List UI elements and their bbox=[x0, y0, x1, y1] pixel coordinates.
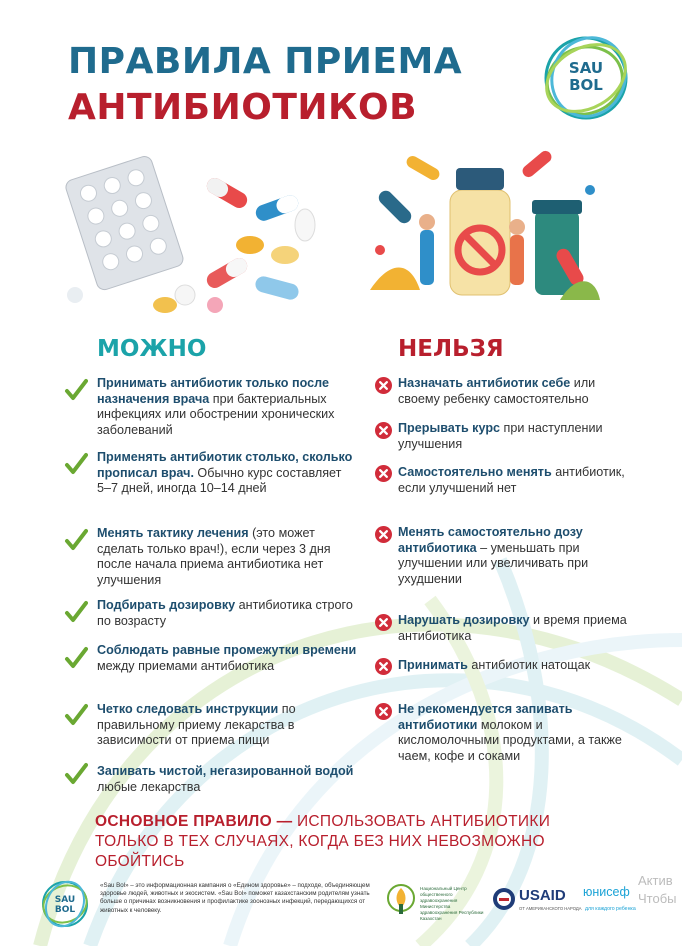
can-item bbox=[97, 450, 357, 497]
checkmark-icon bbox=[64, 762, 88, 786]
cannot-heading: НЕЛЬЗЯ bbox=[398, 336, 504, 362]
cannot-item-bold: Принимать bbox=[398, 658, 468, 672]
checkmark-icon bbox=[64, 646, 88, 670]
activation-watermark bbox=[638, 872, 682, 908]
checkmark-icon bbox=[64, 528, 88, 552]
can-item bbox=[97, 764, 357, 795]
cannot-item bbox=[398, 613, 638, 644]
cannot-item bbox=[398, 421, 638, 452]
can-item-bold: Соблюдать равные промежутки времени bbox=[97, 643, 357, 657]
can-item-bold: Четко следовать инструкции bbox=[97, 702, 279, 716]
footer-description: «Sau Bol» – это информационная кампания о «Едином здоровье» – подходе, объединяющем здоровье людей, животных и экосистем. «Sau Bol» поможет казахстанским родителям узнать больше о причинах возникновения и профилактике зоонозных инфекций, передающихся от животных к человеку. bbox=[100, 882, 370, 914]
cannot-item-bold: Менять самостоятельно дозу антибиотика bbox=[398, 525, 583, 555]
can-item-text: Обычно курс составляет 5–7 дней, иногда 10–14 дней bbox=[97, 465, 342, 495]
checkmark-icon bbox=[64, 452, 88, 476]
cannot-item-text: антибиотик, если улучшений нет bbox=[398, 465, 625, 495]
footer-sau-bol-logo bbox=[38, 877, 92, 931]
cannot-item-bold: Самостоятельно менять bbox=[398, 465, 552, 479]
prohibited-antibiotics-illustration bbox=[360, 150, 600, 310]
usaid-logo-text: USAID bbox=[519, 887, 566, 904]
can-item bbox=[97, 526, 357, 588]
health-center-emblem-icon bbox=[386, 882, 416, 918]
can-item-bold: Применять антибиотик столько, сколько прописал врач. bbox=[97, 450, 353, 480]
can-item-text: при бактериальных инфекциях или обострении хронических заболеваний bbox=[97, 391, 335, 437]
usaid-seal-icon bbox=[492, 887, 516, 911]
cannot-item-text: или своему ребенку самостоятельно bbox=[398, 376, 596, 406]
can-item-text: антибиотика строго по возрасту bbox=[97, 598, 353, 628]
can-item-text: (это может сделать только врач!), если через 3 дня после начала приема антибиотика нет улучшения bbox=[97, 526, 331, 587]
can-item bbox=[97, 376, 357, 438]
usaid-tagline: ОТ АМЕРИКАНСКОГО НАРОДА bbox=[519, 906, 582, 911]
footer-logo-text-2: BOL bbox=[54, 905, 76, 915]
cannot-item bbox=[398, 465, 638, 496]
can-item bbox=[97, 702, 357, 749]
can-item-text: по правильному приему лекарства в зависимости от приема пищи bbox=[97, 702, 296, 747]
cannot-item bbox=[398, 376, 638, 407]
cross-circle-icon bbox=[375, 703, 392, 720]
cannot-item-bold: Прерывать курс bbox=[398, 421, 501, 435]
main-rule bbox=[95, 812, 605, 872]
unicef-logo-text: юнисеф bbox=[583, 885, 630, 899]
cross-circle-icon bbox=[375, 465, 392, 482]
can-heading: МОЖНО bbox=[97, 336, 207, 362]
cannot-item-text: и время приема антибиотика bbox=[398, 613, 627, 643]
cannot-item bbox=[398, 658, 638, 674]
unicef-tagline: для каждого ребенка bbox=[585, 906, 636, 912]
checkmark-icon bbox=[64, 378, 88, 402]
can-item-bold: Принимать антибиотик только после назначения врача bbox=[97, 376, 329, 406]
cannot-item-text: молоком и кисломолочными продуктами, а также чаем, кофе и соками bbox=[398, 717, 622, 763]
title-line-1: ПРАВИЛА ПРИЕМА bbox=[68, 41, 463, 82]
cross-circle-icon bbox=[375, 614, 392, 631]
can-item-text: между приемами антибиотика bbox=[97, 658, 275, 673]
cannot-item-text: при наступлении улучшения bbox=[398, 421, 603, 451]
footer-logo-text-1: SAU bbox=[54, 895, 76, 905]
can-item bbox=[97, 643, 357, 674]
cannot-item bbox=[398, 702, 638, 764]
cannot-item-bold: Не рекомендуется запивать антибиотики bbox=[398, 702, 573, 732]
footer-logo-rings-icon bbox=[38, 877, 92, 931]
can-item-bold: Менять тактику лечения bbox=[97, 526, 249, 540]
can-item-text: любые лекарства bbox=[97, 779, 201, 794]
cannot-item bbox=[398, 525, 638, 587]
cross-circle-icon bbox=[375, 377, 392, 394]
page-title bbox=[68, 41, 463, 128]
pills-illustration bbox=[55, 145, 330, 320]
can-item-bold: Подбирать дозировку bbox=[97, 598, 236, 612]
main-rule-text: ИСПОЛЬЗОВАТЬ АНТИБИОТИКИ ТОЛЬКО В ТЕХ СЛУЧАЯХ, КОГДА БЕЗ НИХ НЕВОЗМОЖНО ОБОЙТИСЬ bbox=[95, 813, 551, 870]
cross-circle-icon bbox=[375, 658, 392, 675]
checkmark-icon bbox=[64, 600, 88, 624]
cannot-item-bold: Нарушать дозировку bbox=[398, 613, 530, 627]
sau-bol-logo bbox=[538, 30, 634, 126]
health-center-name: Национальный Центр общественного здравоохранения Министерства здравоохранения Республики Казахстан bbox=[420, 886, 484, 921]
cannot-item-text: – уменьшать при улучшении или увеличивать при ухудшении bbox=[398, 540, 589, 586]
watermark-line-1: Актив bbox=[638, 873, 673, 888]
main-rule-bold: ОСНОВНОЕ ПРАВИЛО — bbox=[95, 813, 293, 830]
cross-circle-icon bbox=[375, 422, 392, 439]
checkmark-icon bbox=[64, 703, 88, 727]
logo-text-line-1: SAU bbox=[568, 59, 604, 77]
title-line-2: АНТИБИОТИКОВ bbox=[68, 87, 418, 128]
cross-circle-icon bbox=[375, 526, 392, 543]
cannot-item-text: антибиотик натощак bbox=[467, 658, 591, 672]
can-item bbox=[97, 598, 357, 629]
cannot-item-bold: Назначать антибиотик себе bbox=[398, 376, 571, 390]
can-item-bold: Запивать чистой, негазированной водой bbox=[97, 764, 354, 778]
watermark-line-2: Чтобы bbox=[638, 891, 677, 906]
logo-text-line-2: BOL bbox=[569, 76, 603, 94]
